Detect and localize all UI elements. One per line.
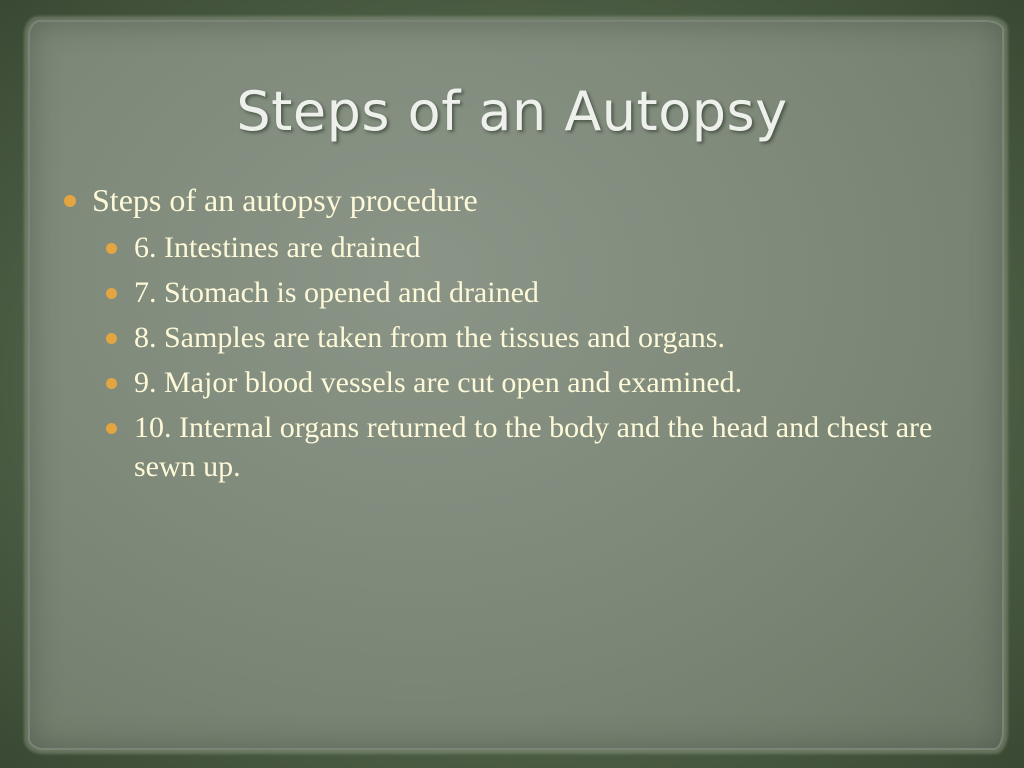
slide-title: Steps of an Autopsy (236, 80, 788, 143)
sub-bullet-text: 6. Intestines are drained (134, 231, 421, 264)
sub-bullet-item (62, 408, 942, 486)
bullet-dot-icon (106, 378, 117, 389)
main-bullet-text: Steps of an autopsy procedure (92, 182, 478, 218)
sub-bullet-item (62, 318, 942, 357)
bullet-dot-icon (106, 243, 117, 254)
sub-bullet-text: 7. Stomach is opened and drained (134, 276, 539, 309)
sub-bullet-text: 10. Internal organs returned to the body and the head and chest are sewn up. (134, 411, 933, 483)
sub-bullet-item (62, 273, 942, 312)
sub-bullet-item (62, 363, 942, 402)
bullet-dot-icon (64, 195, 76, 207)
sub-bullet-text: 9. Major blood vessels are cut open and examined. (134, 366, 743, 399)
main-bullet (62, 178, 942, 222)
sub-bullet-list (62, 228, 942, 486)
sub-bullet-item (62, 228, 942, 267)
bullet-dot-icon (106, 288, 117, 299)
bullet-dot-icon (106, 423, 117, 434)
sub-bullet-text: 8. Samples are taken from the tissues and organs. (134, 321, 725, 354)
slide-content (62, 178, 942, 486)
bullet-dot-icon (106, 333, 117, 344)
